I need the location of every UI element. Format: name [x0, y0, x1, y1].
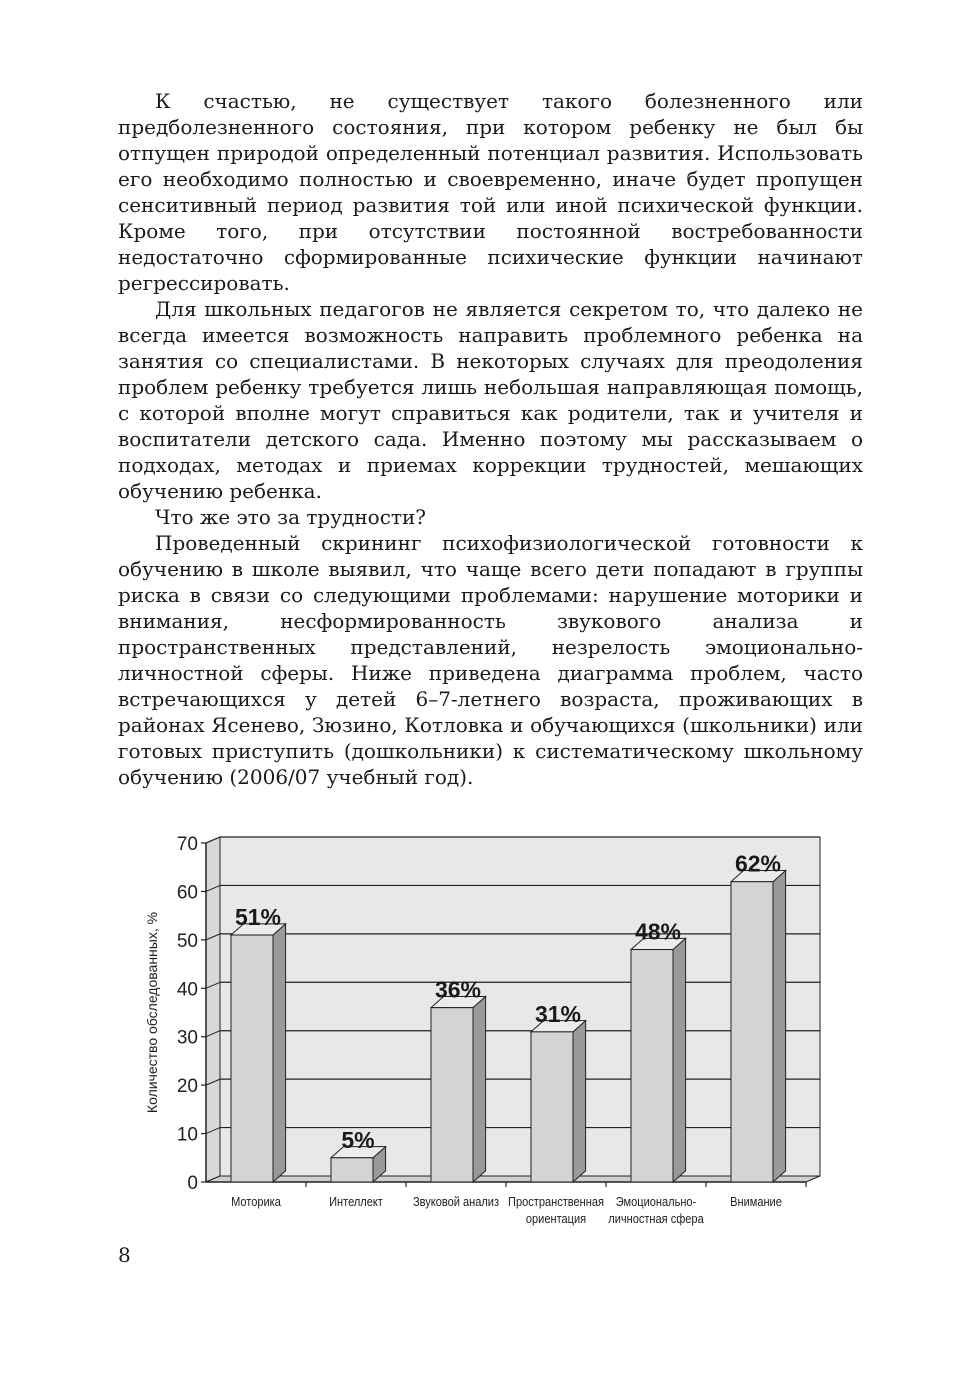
paragraph-4: Проведенный скрининг психофизиологической готовности к обучению в школе выявил, что чаще всего дети попадают в группы риска в связи со следующими проблемами: нарушение моторики и внимания, несформированность звукового анализа и пространственных представлений, незрелость эмоционально-личностной сферы. Ниже приведена диаграмма проблем, часто встречающихся у детей 6–7-летнего возраста, проживающих в районах Ясенево, Зюзино, Котловка и обучающихся (школьники) или готовых приступить (дошкольники) к систематическому школьному обучению (2006/07 учебный год). — [118, 531, 863, 789]
category-label: ориентация — [525, 1211, 587, 1227]
chart-svg — [140, 825, 840, 1235]
data-label: 5% — [341, 1126, 375, 1153]
chart-back-wall — [220, 837, 820, 1176]
bar — [431, 1008, 473, 1182]
paragraph-1: К счастью, не существует такого болезненного или предболезненного состояния, при котором ребенку не был бы отпущен природой определенный потенциал развития. Использовать его необходимо полностью и своевременно, иначе будет пропущен сенситивный период развития той или иной психической функции. Кроме того, при отсутствии постоянной востребованности недостаточно сформированные психические функции начинают регрессировать. — [118, 89, 863, 295]
category-label: Эмоционально- — [615, 1194, 697, 1210]
bar — [631, 950, 673, 1182]
y-tick-label: 50 — [176, 930, 198, 952]
bar-side — [773, 871, 786, 1182]
bar — [531, 1032, 573, 1182]
bar-chart — [140, 825, 840, 1235]
y-tick-label: 30 — [176, 1027, 198, 1049]
data-label: 62% — [734, 850, 782, 877]
category-label: Пространственная — [508, 1194, 604, 1210]
y-tick-label: 20 — [176, 1076, 198, 1098]
page-number: 8 — [118, 1243, 131, 1267]
bar — [731, 882, 773, 1182]
paragraph-3: Что же это за трудности? — [155, 505, 427, 529]
y-tick-label: 10 — [176, 1124, 198, 1146]
paragraph-2: Для школьных педагогов не является секретом то, что далеко не всегда имеется возможность направить проблемного ребенка на занятия со специалистами. В некоторых случаях для преодоления проблем ребенку требуется лишь небольшая направляющая помощь, с которой вполне могут справиться как родители, так и учителя и воспитатели детского сада. Именно поэтому мы рассказываем о подходах, методах и приемах коррекции трудностей, мешающих обучению ребенка. — [118, 297, 863, 503]
category-label: Звуковой анализ — [412, 1194, 500, 1210]
bar-side — [573, 1021, 586, 1182]
data-label: 36% — [434, 976, 482, 1003]
bar — [231, 935, 273, 1182]
data-label: 51% — [234, 904, 282, 931]
chart-floor — [206, 1176, 820, 1182]
y-axis-label: Количество обследованных, % — [144, 911, 160, 1114]
data-label: 48% — [634, 918, 682, 945]
y-tick-label: 0 — [187, 1173, 198, 1194]
data-label: 31% — [534, 1000, 582, 1027]
y-tick-label: 60 — [176, 882, 198, 904]
category-label: личностная сфера — [608, 1211, 704, 1227]
category-label: Внимание — [730, 1194, 782, 1210]
bar — [331, 1158, 373, 1182]
bar-side — [473, 996, 486, 1182]
bar-side — [273, 924, 286, 1182]
y-tick-label: 70 — [176, 834, 198, 855]
category-label: Интеллект — [329, 1194, 383, 1210]
y-tick-label: 40 — [176, 979, 198, 1001]
bar-side — [673, 938, 686, 1182]
body-text — [118, 88, 863, 790]
category-label: Моторика — [231, 1194, 281, 1210]
